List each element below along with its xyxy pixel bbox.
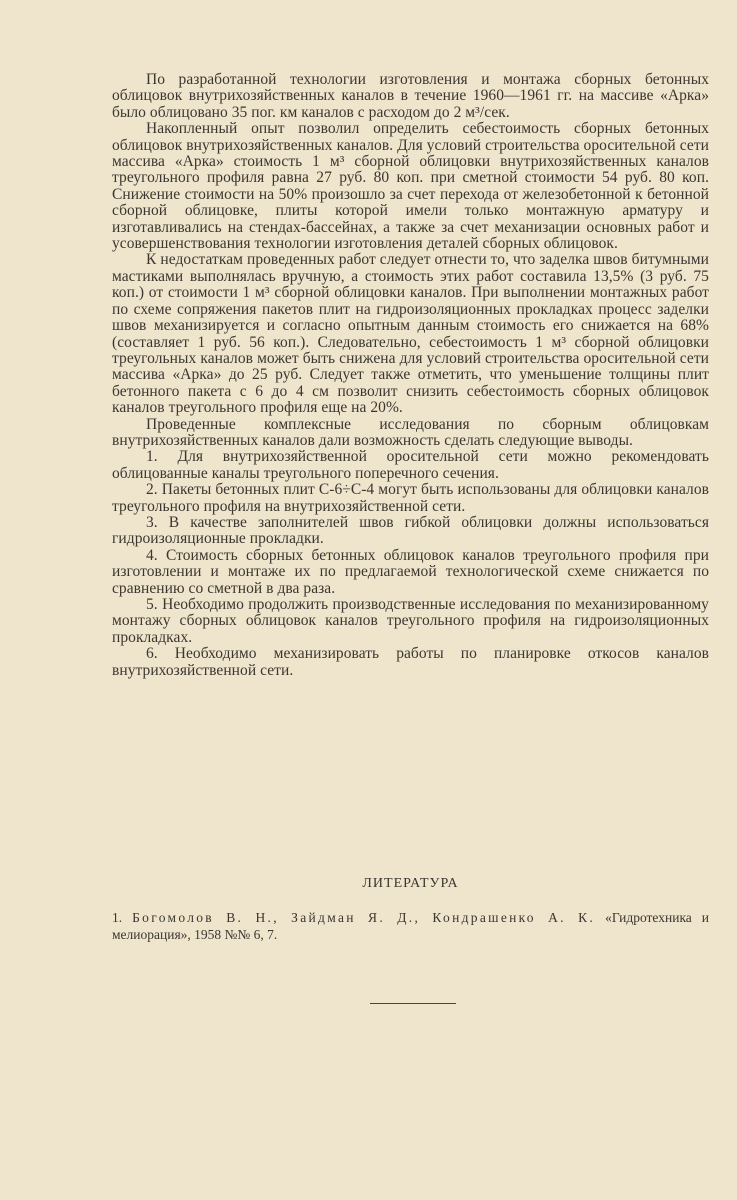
reference-authors: Богомолов В. Н., Зайдман Я. Д., Кондрашенко А. К.: [132, 910, 596, 925]
paragraph-3: К недостаткам проведенных работ следует отнести то, что заделка швов битумными мастиками выполнялась вручную, а стоимость этих работ составила 13,5% (3 руб. 75 коп.) от стоимости 1 м³ сборной облицовки каналов. При выполнении монтажных работ по схеме сопряжения пакетов плит на гидроизоляционных прокладках процесс заделки швов механизируется и согласно опытным данным стоимость его снижается на 68% (составляет 1 руб. 56 коп.). Следовательно, себестоимость 1 м³ сборной облицовки треугольных каналов может быть снижена для условий строительства оросительной сети массива «Арка» до 25 руб. Следует также отметить, что уменьшение толщины плит бетонного пакета с 6 до 4 см позволит снизить себестоимость сборных облицовок каналов треугольного профиля еще на 20%.: [112, 251, 709, 417]
references-heading: ЛИТЕРАТУРА: [362, 876, 459, 891]
paragraph-1: По разработанной технологии изготовления и монтажа сборных бетонных облицовок внутрихозяйственных каналов в течение 1960—1961 гг. на массиве «Арка» было облицовано 35 пог. км каналов с расходом до 2 м³/сек.: [112, 71, 709, 121]
closing-rule: [370, 1003, 456, 1004]
conclusion-5: 5. Необходимо продолжить производственные исследования по механизированному монтажу сборных облицовок каналов треугольного профиля на гидроизоляционных прокладках.: [112, 596, 709, 646]
reference-details: «Гидротехника и мелиорация», 1958 №№ 6, 7.: [112, 910, 709, 942]
reference-item: [112, 910, 709, 943]
conclusion-6: 6. Необходимо механизировать работы по планировке откосов каналов внутрихозяйственной сети.: [112, 645, 709, 679]
reference-number: 1.: [112, 910, 123, 925]
main-text: [112, 72, 709, 679]
paragraph-2: Накопленный опыт позволил определить себестоимость сборных бетонных облицовок внутрихозяйственных каналов. Для условий строительства оросительной сети массива «Арка» стоимость 1 м³ сборной облицовки внутрихозяйственных каналов треугольного профиля равна 27 руб. 80 коп. при сметной стоимости 54 руб. 80 коп. Снижение стоимости на 50% произошло за счет перехода от железобетонной к бетонной сборной облицовке, плиты которой имели только монтажную арматуру и изготавливались на стендах-бассейнах, а также за счет механизации основных работ и усовершенствования технологии изготовления деталей сборных облицовок.: [112, 120, 709, 253]
conclusion-3: 3. В качестве заполнителей швов гибкой облицовки должны использоваться гидроизоляционные прокладки.: [112, 513, 709, 548]
conclusion-1: 1. Для внутрихозяйственной оросительной сети можно рекомендовать облицованные каналы треугольного поперечного сечения.: [112, 448, 709, 482]
conclusion-4: 4. Стоимость сборных бетонных облицовок каналов треугольного профиля при изготовлении и монтаже их по предлагаемой технологической схеме снижается по сравнению со сметной в два раза.: [112, 546, 709, 597]
conclusion-2: 2. Пакеты бетонных плит С-6÷С-4 могут быть использованы для облицовки каналов треугольного профиля на внутрихозяйственной сети.: [112, 481, 709, 515]
paragraph-4: Проведенные комплексные исследования по сборным облицовкам внутрихозяйственных каналов дали возможность сделать следующие выводы.: [112, 415, 709, 449]
